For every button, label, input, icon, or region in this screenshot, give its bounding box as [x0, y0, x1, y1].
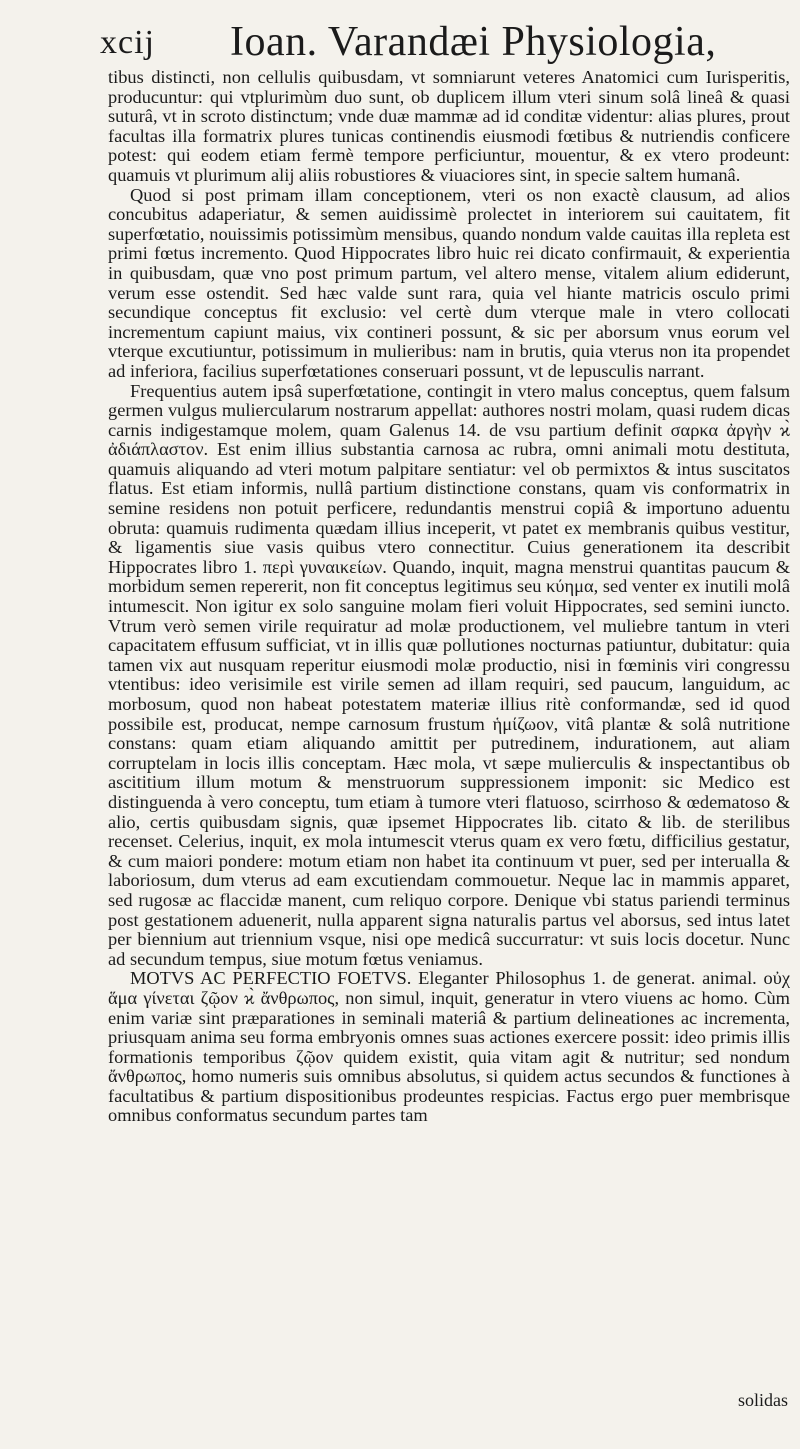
- catchword: solidas: [737, 1390, 788, 1410]
- paragraph-motus-foetus: MOTVS AC PERFECTIO FOETVS. Eleganter Philosophus 1. de generat. animal. οὐχ ἅμα γίνεται ζῷον ϰ̀ ἄνθρωπος, non simul, inquit, generatur in vtero viuens ac homo. Cùm enim variæ sint præparationes in seminali materiâ & partium delineationes ac incrementa, priusquam anima seu forma embryonis omnes suas actiones exercere possit: ideo primis illis formationis temporibus ζῷον quidem existit, quia vitam agit & nutritur; sed nondum ἄνθρωπος, homo numeris suis omnibus absolutus, si quidem actus secundos & functiones à facultatibus & partium dispositionibus prodeuntes respicias. Factus ergo puer membrisque omnibus conformatus secundum partes tam: [108, 968, 790, 1126]
- body-text: [108, 68, 790, 1126]
- page-header: [100, 14, 790, 68]
- folio-number: xcij: [100, 24, 155, 61]
- paragraph-continuation: tibus distincti, non cellulis quibusdam, vt somniarunt veteres Anatomici cum Iurisperitis, producuntur: qui vtplurimùm duo sunt, ob duplicem illum vteri sinum solâ lineâ & quasi suturâ, vt in scroto distinctum; vnde duæ mammæ ad id conditæ videntur: alias plures, prout facultas illa formatrix plures tunicas continendis eiusmodi fœtibus & nutriendis conficere potest: qui eodem etiam fermè tempore perficiuntur, mouentur, & ex vtero prodeunt: quamuis vt plurimum alij aliis robustiores & viuaciores sint, in specie saltem humanâ.: [108, 67, 790, 185]
- running-title: Ioan. Varandæi Physiologia,: [230, 19, 717, 65]
- paragraph-mola: Frequentius autem ipsâ superfœtatione, contingit in vtero malus conceptus, quem falsum germen vulgus muliercularum nostrarum appellat: authores nostri molam, quasi rudem dicas carnis indigestamque molem, quam Galenus 14. de vsu partium definit σαρκα ἀργὴν ϰ̀ ἀδιάπλαστον. Est enim illius substantia carnosa ac rubra, omni animali motu destituta, quamuis aliquando ad vteri motum palpitare sentiatur: vel ob permixtos & intus suscitatos flatus. Est etiam informis, nullâ partium distinctione constans, quam vis conformatrix in semine residens non potuit perficere, redundantis menstrui copiâ & importuno aduentu obruta: quamuis rudimenta quædam illius inceperit, vt patet ex membranis quibus vestitur, & ligamentis siue vasis quibus vtero connectitur. Cuius generationem ita describit Hippocrates libro 1. περὶ γυναικείων. Quando, inquit, magna menstrui quantitas paucum & morbidum semen repererit, non fit conceptus legitimus seu κύημα, sed venter ex inutili molâ intumescit. Non igitur ex solo sanguine molam fieri voluit Hippocrates, sed semini iuncto. Vtrum verò semen virile requiratur ad molæ productionem, vel muliebre tantum in vteri capacitatem effusum sufficiat, vt in illis quæ pollutiones nocturnas patiuntur, dubitatur: quia tamen vix aut nusquam reperitur eiusmodi molæ productio, nisi in fœminis viri congressu vtentibus: ideo verisimile est virile semen ad illam requiri, sed paucum, languidum, ac morbosum, quod non habeat potestatem materiæ illius ritè conformandæ, sed id quod possibile est, producat, nempe carnosum frustum ἡμίζωον, vitâ plantæ & solâ nutritione constans: quam etiam aliquando amittit per putredinem, indurationem, aut aliam corruptelam in locis illis conceptam. Hæc mola, vt sæpe mulierculis & inspectantibus ob ascititium illum motum & menstruorum suppressionem imponit: sic Medico est distinguenda à vero conceptu, tum etiam à tumore vteri flatuoso, scirrhoso & œdematoso & alio, certis quibusdam signis, quæ ipsemet Hippocrates lib. citato & lib. de sterilibus recenset. Celerius, inquit, ex mola intumescit vterus quam ex vero fœtu, difficilius gestatur, & cum maiori pondere: motum etiam non habet ita continuum vt puer, sed per interualla & laboriosum, dum vterus ad eam excutiendam commouetur. Neque lac in mammis apparet, sed rugosæ ac flaccidæ manent, cum reliquo corpore. Denique vbi status pariendi terminus post gestationem aduenerit, nulla apparent signa naturalis partus vel aborsus, sed intus latet per biennium aut triennium vsque, nisi ope medicâ succurratur: vt suis locis docetur. Nunc ad secundum tempus, siue motum fœtus veniamus.: [108, 380, 790, 969]
- paragraph-superfoetatio: Quod si post primam illam conceptionem, vteri os non exactè clausum, ad alios concubitus adaperiatur, & semen auidissimè prolectet in interiorem sui cauitatem, fit superfœtatio, nouissimis potissimùm mensibus, quando nondum valde cauitas illa repleta est primi fœtus incremento. Quod Hippocrates libro huic rei dicato confirmauit, & experientia in quibusdam, quæ vno post primum partum, vel altero mense, vitalem alium ediderunt, verum esse ostendit. Sed hæc valde sunt rara, quia vel hiante matricis osculo primi secundique conceptus fit exclusio: vel certè dum vterque male in vtero collocati incrementum capiunt maius, vix contineri possunt, & sic per aborsum vnus eorum vel vterque excutiuntur, potissimum in mulieribus: nam in brutis, quia vterus non ita propendet ad inferiora, facilius superfœtationes conseruari possunt, vt de lepusculis narrant.: [108, 184, 790, 381]
